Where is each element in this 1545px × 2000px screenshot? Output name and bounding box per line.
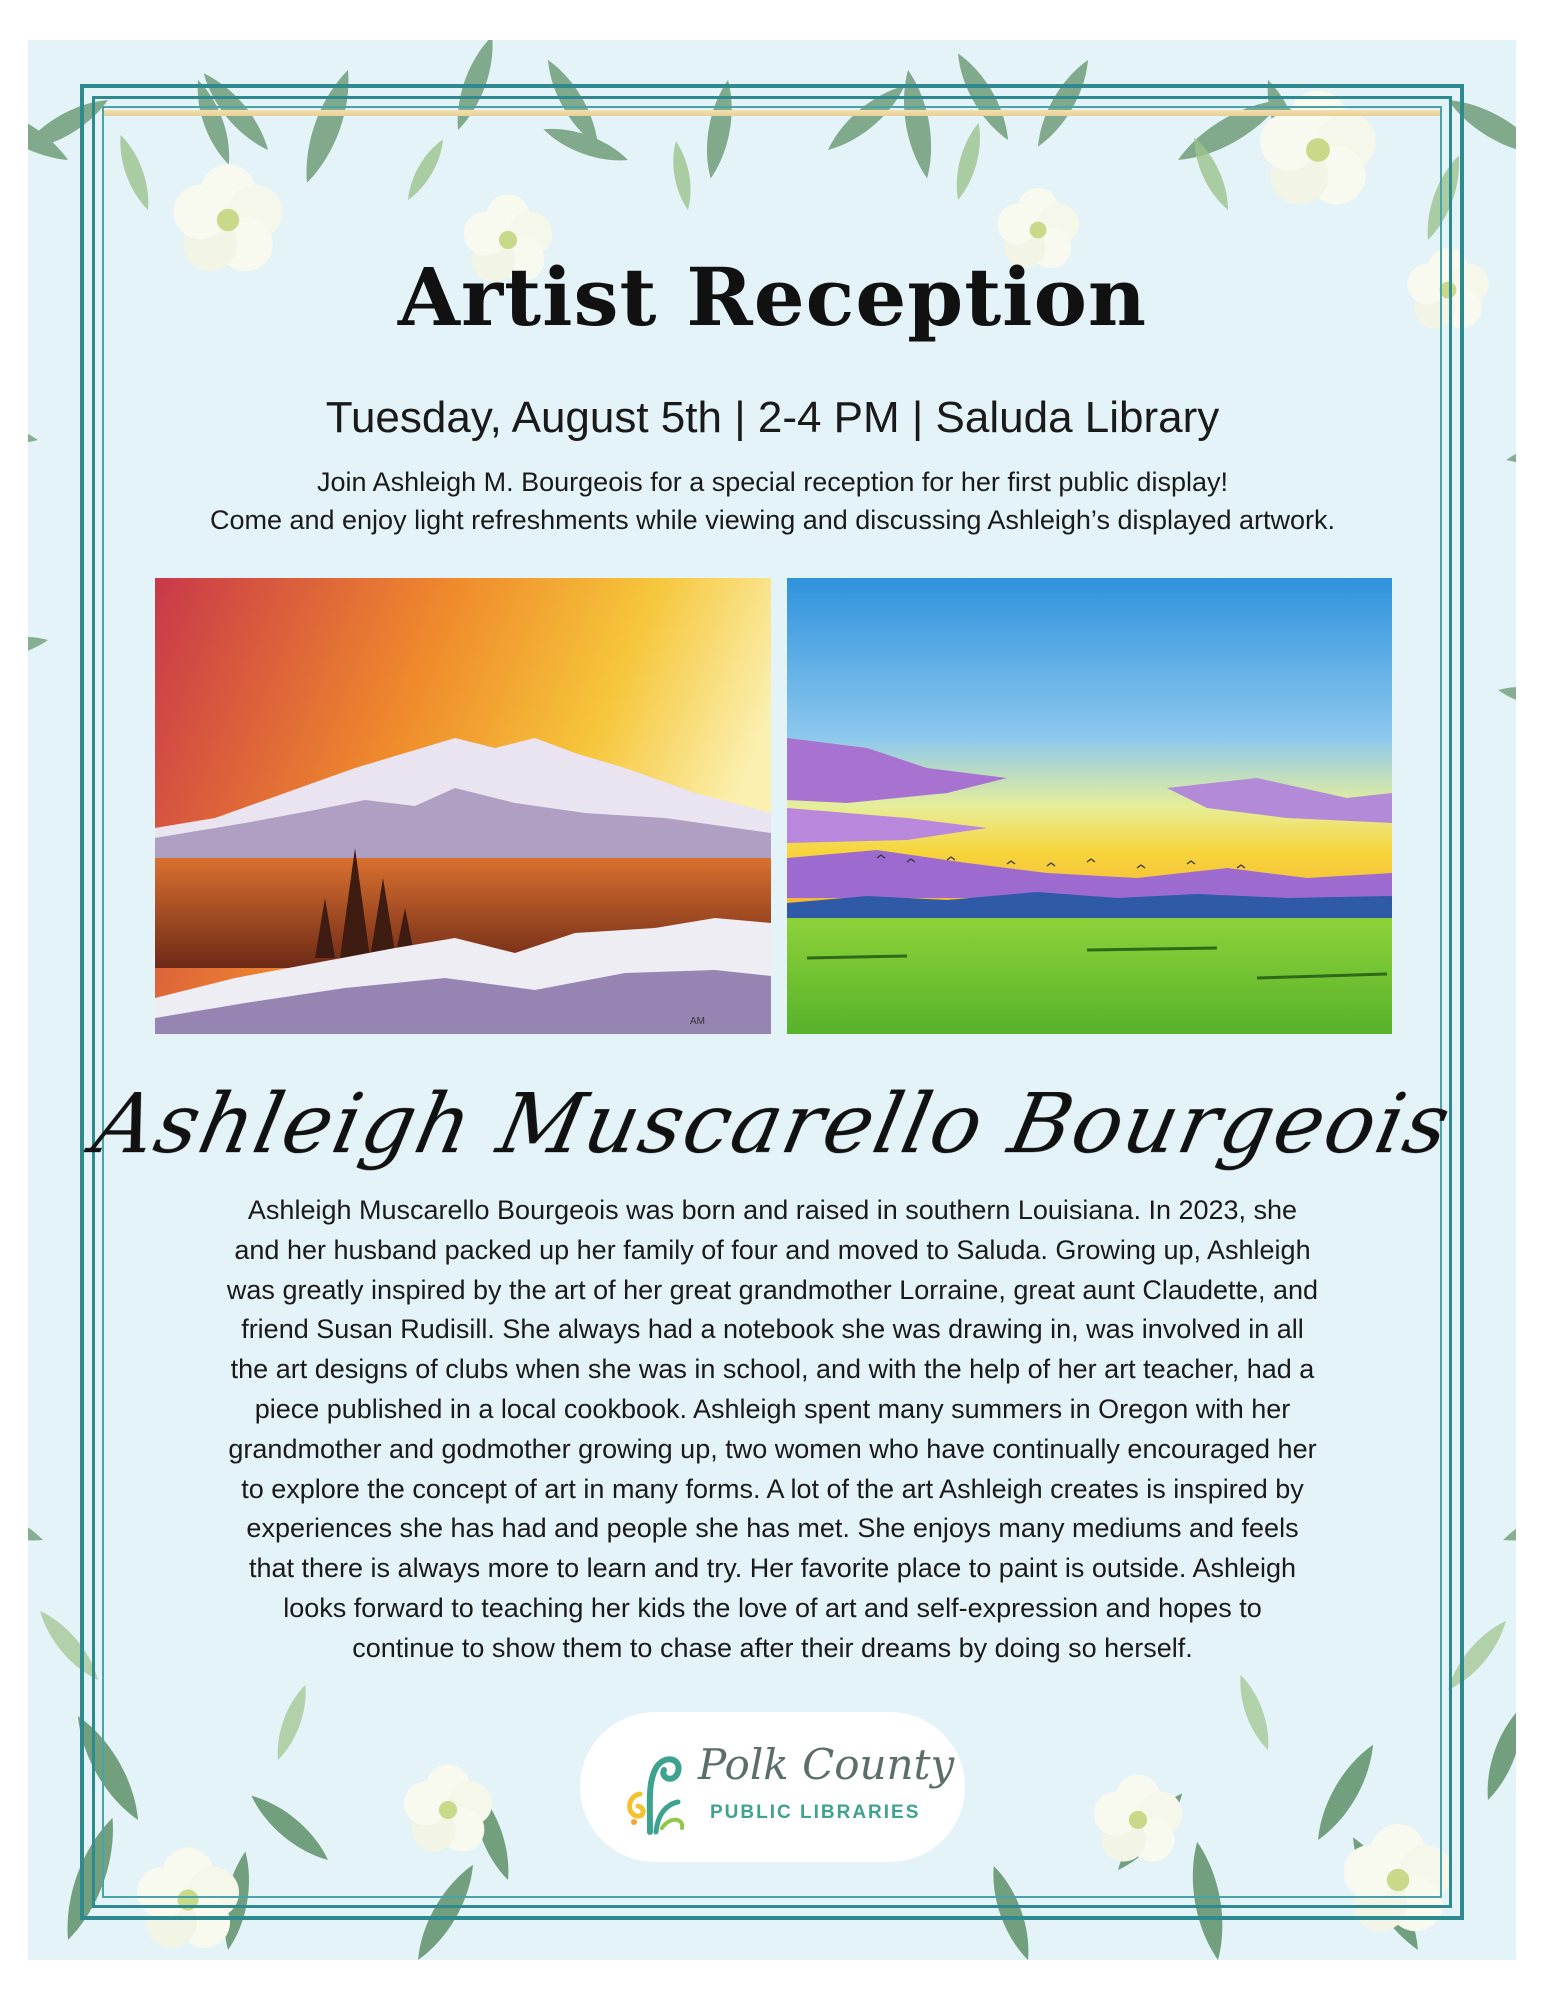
event-title: Artist Reception [397, 250, 1148, 344]
bio-line: continue to show them to chase after their dreams by doing so herself. [352, 1632, 1193, 1663]
bio-line: friend Susan Rudisill. She always had a notebook she was drawing in, was involved in all [241, 1314, 1304, 1345]
painting-initials: AM [690, 1016, 705, 1027]
library-logo-icon [620, 1732, 690, 1842]
bio-line: looks forward to teaching her kids the love of art and self-expression and hopes to [283, 1592, 1262, 1623]
intro-line: Join Ashleigh M. Bourgeois for a special reception for her first public display! [317, 467, 1228, 497]
artist-signature-name: Ashleigh Muscarello Bourgeois [85, 1077, 1460, 1172]
bio-line: Ashleigh Muscarello Bourgeois was born and raised in southern Louisiana. In 2023, she [247, 1195, 1298, 1225]
gold-trim [104, 110, 1440, 116]
artist-bio [140, 1191, 1405, 1669]
library-logo-name: Polk County [698, 1740, 955, 1789]
prairie-sunset-painting [787, 578, 1392, 1034]
bio-line: and her husband packed up her family of four and moved to Saluda. Growing up, Ashleigh [234, 1234, 1311, 1265]
bio-line: the art designs of clubs when she was in school, and with the help of her art teacher, had a [230, 1354, 1315, 1385]
event-intro [0, 463, 1545, 539]
bio-line: to explore the concept of art in many forms. A lot of the art Ashleigh creates is inspired by [241, 1473, 1304, 1504]
bio-line: piece published in a local cookbook. Ashleigh spent many summers in Oregon with her [254, 1393, 1291, 1424]
mountain-sunset-painting [155, 578, 771, 1034]
bio-line: grandmother and godmother growing up, two women who have continually encouraged her [228, 1433, 1317, 1464]
bio-line: experiences she has had and people she has met. She enjoys many mediums and feels [246, 1513, 1299, 1544]
event-details: Tuesday, August 5th | 2-4 PM | Saluda Library [325, 393, 1220, 442]
intro-line: Come and enjoy light refreshments while viewing and discussing Ashleigh’s displayed artwork. [209, 505, 1336, 535]
library-logo [580, 1712, 965, 1862]
library-logo-subtitle: PUBLIC LIBRARIES [710, 1802, 921, 1823]
bio-line: was greatly inspired by the art of her great grandmother Lorraine, great aunt Claudette, and [226, 1274, 1319, 1305]
bio-line: that there is always more to learn and try. Her favorite place to paint is outside. Ashleigh [248, 1553, 1297, 1584]
